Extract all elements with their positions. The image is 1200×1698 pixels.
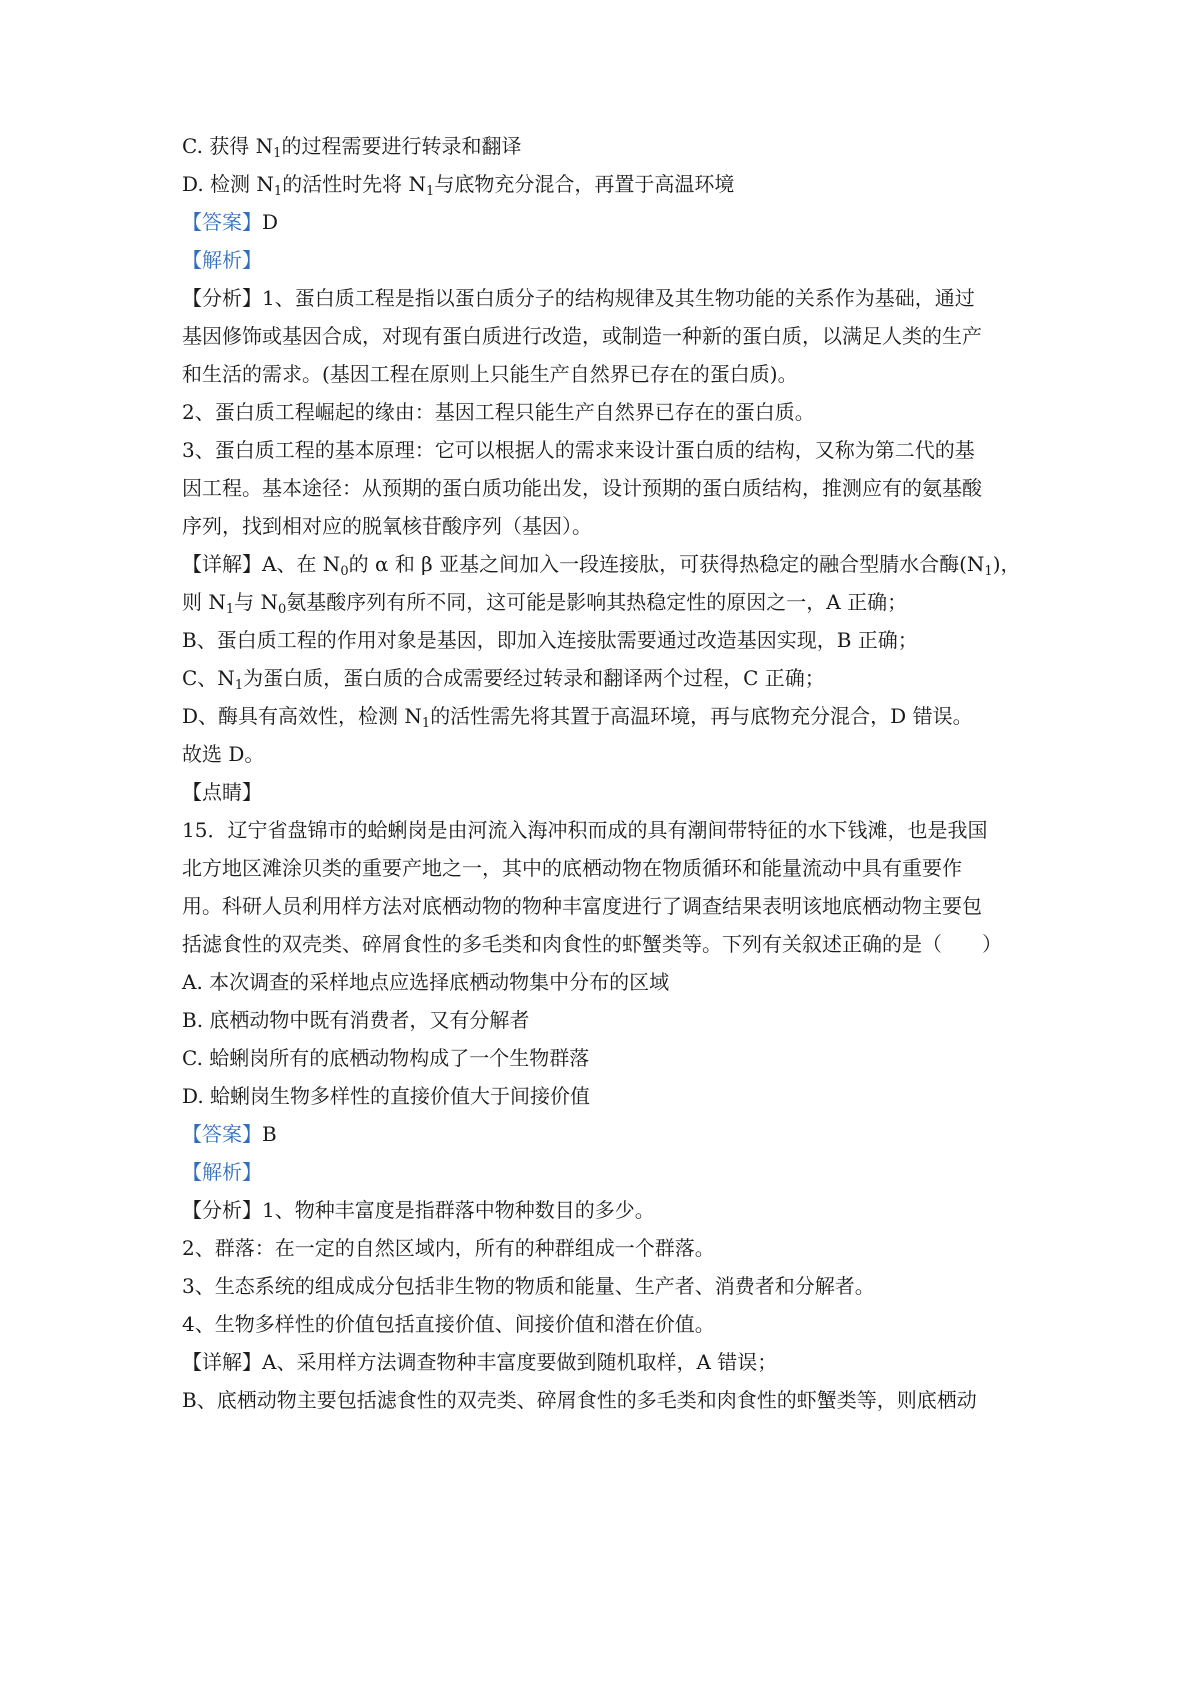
q14-detail-line: C、$N_1$为蛋白质，蛋白质的合成需要经过转录和翻译两个过程，C 正确； [182, 666, 825, 693]
detail-label: 【详解】 [182, 1350, 262, 1374]
q14-comment-tag: 【点睛】 [182, 780, 262, 804]
q15-analysis-tag: 【解析】 [182, 1160, 262, 1184]
answer-value: D [262, 210, 279, 234]
q14-analysis-line: 和生活的需求。(基因工程在原则上只能生产自然界已存在的蛋白质)。 [182, 362, 798, 386]
q14-detail-line: 则 $N_1$与 $N_0$氨基酸序列有所不同，这可能是影响其热稳定性的原因之一，A 正确； [182, 590, 908, 617]
q15-stem-line: 用。科研人员利用样方法对底栖动物的物种丰富度进行了调查结果表明该地底栖动物主要包 [182, 894, 982, 918]
q15-option-c: C. 蛤蜊岗所有的底栖动物构成了一个生物群落 [182, 1046, 590, 1070]
q14-detail-line: B、蛋白质工程的作用对象是基因，即加入连接肽需要通过改造基因实现，B 正确； [182, 628, 918, 652]
q14-analysis-line: 基因修饰或基因合成，对现有蛋白质进行改造，或制造一种新的蛋白质，以满足人类的生产 [182, 324, 982, 348]
q15-stem-line: 北方地区滩涂贝类的重要产地之一，其中的底栖动物在物质循环和能量流动中具有重要作 [182, 856, 962, 880]
q14-detail-line: 【详解】A、在 $N_0$的 α 和 β 亚基之间加入一段连接肽，可获得热稳定的融合型腈水合酶$(N_1)$， [182, 552, 1021, 579]
q15-analysis-line: 【分析】1、物种丰富度是指群落中物种数目的多少。 [182, 1198, 655, 1222]
q15-analysis-line: 4、生物多样性的价值包括直接价值、间接价值和潜在价值。 [182, 1312, 715, 1336]
q15-analysis-line: 2、群落：在一定的自然区域内，所有的种群组成一个群落。 [182, 1236, 715, 1260]
q14-conclusion: 故选 D。 [182, 742, 265, 766]
detail-label: 【详解】 [182, 552, 262, 576]
answer-tag: 【答案】 [182, 1122, 262, 1146]
q14-analysis-line: 序列，找到相对应的脱氧核苷酸序列（基因）。 [182, 514, 592, 538]
q15-analysis-line: 3、生态系统的组成成分包括非生物的物质和能量、生产者、消费者和分解者。 [182, 1274, 875, 1298]
answer-value: B [262, 1122, 277, 1146]
analysis-label: 【分析】 [182, 1198, 262, 1222]
q14-analysis-line: 因工程。基本途径：从预期的蛋白质功能出发，设计预期的蛋白质结构，推测应有的氨基酸 [182, 476, 982, 500]
q15-option-d: D. 蛤蜊岗生物多样性的直接价值大于间接价值 [182, 1084, 591, 1108]
q15-detail-line: B、底栖动物主要包括滤食性的双壳类、碎屑食性的多毛类和肉食性的虾蟹类等，则底栖动 [182, 1388, 977, 1412]
q14-option-d: D. 检测 $N_1$的活性时先将 $N_1$与底物充分混合，再置于高温环境 [182, 172, 735, 199]
q14-analysis-tag: 【解析】 [182, 248, 262, 272]
q15-stem-line: 括滤食性的双壳类、碎屑食性的多毛类和肉食性的虾蟹类等。下列有关叙述正确的是（ ） [182, 932, 1002, 956]
q14-analysis-line: 2、蛋白质工程崛起的缘由：基因工程只能生产自然界已存在的蛋白质。 [182, 400, 815, 424]
analysis-label: 【分析】 [182, 286, 262, 310]
q15-detail-line: 【详解】A、采用样方法调查物种丰富度要做到随机取样，A 错误； [182, 1350, 778, 1374]
q14-detail-line: D、酶具有高效性，检测 $N_1$的活性需先将其置于高温环境，再与底物充分混合，D 错误。 [182, 704, 973, 731]
q15-option-b: B. 底栖动物中既有消费者，又有分解者 [182, 1008, 530, 1032]
q15-option-a: A. 本次调查的采样地点应选择底栖动物集中分布的区域 [182, 970, 670, 994]
q14-analysis-line: 3、蛋白质工程的基本原理：它可以根据人的需求来设计蛋白质的结构，又称为第二代的基 [182, 438, 975, 462]
q14-analysis-line: 【分析】1、蛋白质工程是指以蛋白质分子的结构规律及其生物功能的关系作为基础，通过 [182, 286, 975, 310]
q14-answer [182, 208, 278, 236]
q14-option-c: C. 获得 $N_1$的过程需要进行转录和翻译 [182, 134, 522, 161]
q15-stem-line: 15．辽宁省盘锦市的蛤蜊岗是由河流入海冲积而成的具有潮间带特征的水下钱滩，也是我国 [182, 818, 988, 842]
answer-tag: 【答案】 [182, 210, 262, 234]
q15-answer [182, 1120, 277, 1148]
